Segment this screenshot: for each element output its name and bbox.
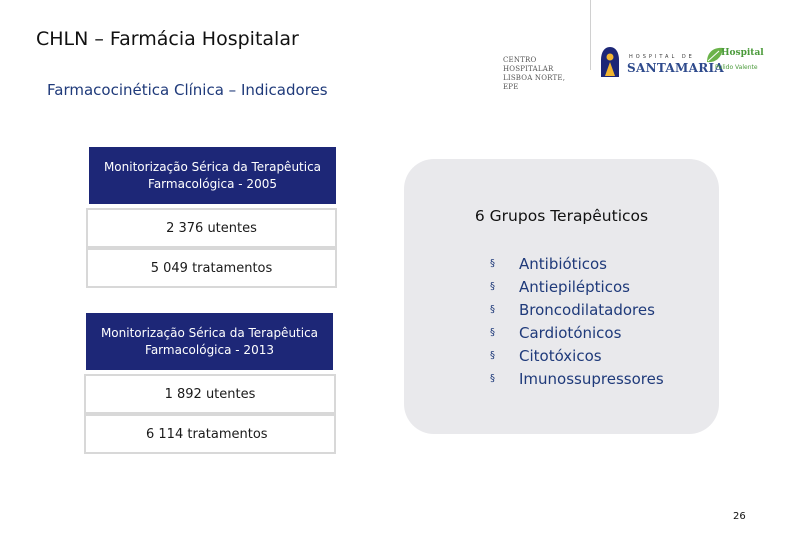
santa-maria-logo-name: SANTAMARIA	[627, 61, 725, 75]
santa-maria-logo	[598, 46, 725, 78]
chln-logo-line1: CENTRO HOSPITALAR	[503, 56, 554, 73]
tratamentos-2013: 6 114 tratamentos	[84, 414, 336, 454]
page-number: 26	[733, 511, 746, 522]
list-item	[490, 367, 664, 390]
list-item-label: Antibióticos	[519, 254, 607, 273]
utentes-2005: 2 376 utentes	[86, 208, 337, 248]
header-divider	[590, 0, 591, 70]
list-item-label: Cardiotónicos	[519, 323, 622, 342]
pulido-valente-logo-top: Hospital	[721, 48, 764, 58]
slide-title: CHLN – Farmácia Hospitalar	[36, 28, 299, 50]
list-item	[490, 321, 664, 344]
list-item-label: Imunossupressores	[519, 369, 664, 388]
utentes-2013: 1 892 utentes	[84, 374, 336, 414]
bullet-icon: §	[490, 304, 495, 315]
list-item-label: Antiepilépticos	[519, 277, 630, 296]
bullet-icon: §	[490, 350, 495, 361]
bullet-icon: §	[490, 258, 495, 269]
bullet-icon: §	[490, 281, 495, 292]
list-item	[490, 344, 664, 367]
bullet-icon: §	[490, 373, 495, 384]
therapeutic-groups-list	[490, 252, 664, 390]
panel-title: 6 Grupos Terapêuticos	[474, 207, 649, 225]
pulido-valente-logo-bottom: Pulido Valente	[715, 64, 758, 71]
chln-logo-line2: LISBOA NORTE, EPE	[503, 74, 566, 91]
header-2013: Monitorização Sérica da Terapêutica Farmacológica - 2013	[86, 313, 333, 370]
list-item-label: Broncodilatadores	[519, 300, 655, 319]
list-item	[490, 298, 664, 321]
header-2005: Monitorização Sérica da Terapêutica Farmacológica - 2005	[89, 147, 336, 204]
list-item	[490, 275, 664, 298]
bullet-icon: §	[490, 327, 495, 338]
list-item	[490, 252, 664, 275]
santa-maria-logo-small: HOSPITAL DE	[629, 54, 695, 60]
slide-subtitle: Farmacocinética Clínica – Indicadores	[47, 81, 328, 99]
pulido-valente-logo	[705, 44, 771, 78]
list-item-label: Citotóxicos	[519, 346, 602, 365]
tratamentos-2005: 5 049 tratamentos	[86, 248, 337, 288]
santa-maria-emblem-icon	[598, 46, 622, 78]
therapeutic-groups-panel	[404, 159, 719, 434]
chln-logo	[503, 56, 583, 92]
